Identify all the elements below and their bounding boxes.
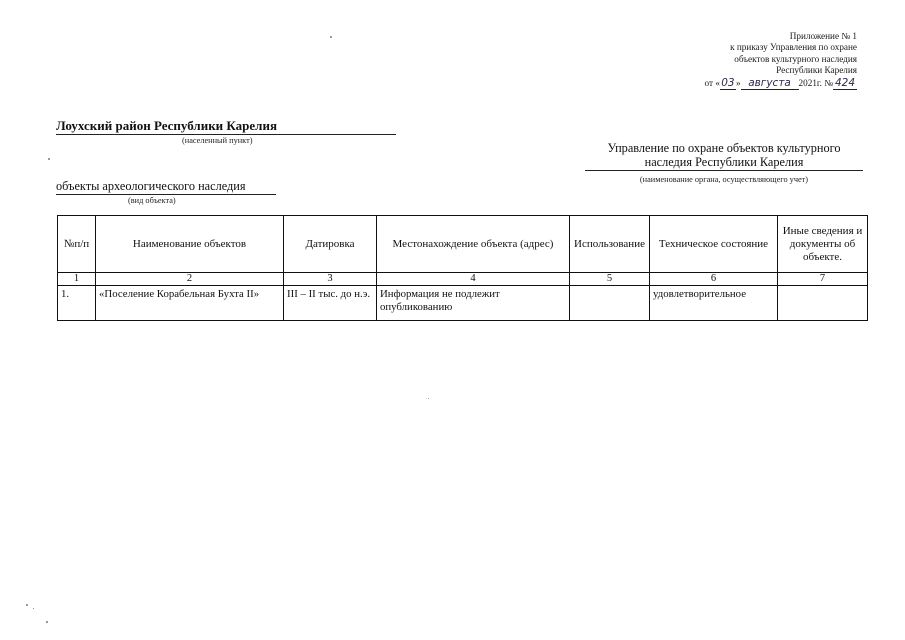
- authority-field: [585, 141, 863, 184]
- authority-caption: (наименование органа, осуществляющего учет): [639, 175, 809, 184]
- column-number: 1: [58, 273, 96, 286]
- object-usage: [570, 286, 650, 321]
- date-mid: »: [735, 78, 741, 89]
- object-type-field: [56, 179, 276, 205]
- column-header: Техническое состояние: [650, 216, 778, 273]
- scan-speck: [46, 621, 48, 623]
- column-number: 2: [96, 273, 284, 286]
- appendix-order-line: объектов культурного наследия: [734, 53, 857, 64]
- locality-value: Лоухский район Республики Карелия: [56, 118, 396, 135]
- scan-speck: [428, 398, 429, 399]
- column-number: 3: [284, 273, 377, 286]
- column-number: 5: [570, 273, 650, 286]
- column-header: Местонахождение объекта (адрес): [377, 216, 570, 273]
- authority-name: [585, 141, 863, 171]
- column-header: Датировка: [284, 216, 377, 273]
- column-header: Иные сведения и документы об объекте.: [778, 216, 868, 273]
- order-number: 424: [834, 77, 856, 90]
- object-name: «Поселение Корабельная Бухта II»: [96, 286, 284, 321]
- appendix-block: [705, 31, 857, 90]
- column-number: 4: [377, 273, 570, 286]
- appendix-date-line: [705, 78, 857, 90]
- locality-caption: (населенный пункт): [182, 136, 253, 145]
- scan-speck: [48, 158, 50, 160]
- column-number: 7: [778, 273, 868, 286]
- date-month: августа: [741, 78, 799, 90]
- appendix-order-line: к приказу Управления по охране: [730, 42, 857, 53]
- appendix-title: Приложение № 1: [789, 31, 857, 41]
- scan-speck: [330, 36, 332, 38]
- table-row: [58, 286, 868, 321]
- object-type-caption: (вид объекта): [128, 196, 176, 205]
- date-prefix: от «: [704, 78, 720, 89]
- scan-speck: [33, 608, 34, 609]
- locality-field: [56, 118, 396, 145]
- scan-speck: [26, 604, 28, 606]
- column-number-row: [58, 273, 868, 286]
- object-condition: удовлетворительное: [650, 286, 778, 321]
- column-header: Использование: [570, 216, 650, 273]
- authority-line: Управление по охране объектов культурного: [607, 141, 841, 155]
- object-location: Информация не подлежит опубликованию: [377, 286, 570, 321]
- row-number: 1.: [58, 286, 96, 321]
- date-day: 03: [721, 77, 735, 90]
- column-header: Наименование объектов: [96, 216, 284, 273]
- object-dating: III – II тыс. до н.э.: [284, 286, 377, 321]
- heritage-register-table: [57, 215, 868, 321]
- object-other-info: [778, 286, 868, 321]
- table-header-row: [58, 216, 868, 273]
- column-number: 6: [650, 273, 778, 286]
- object-type-value: объекты археологического наследия: [56, 179, 276, 195]
- date-year: 2021г. №: [798, 78, 833, 89]
- appendix-order-line: Республики Карелия: [776, 64, 857, 75]
- authority-line: наследия Республики Карелия: [644, 155, 804, 169]
- column-header: №п/п: [58, 216, 96, 273]
